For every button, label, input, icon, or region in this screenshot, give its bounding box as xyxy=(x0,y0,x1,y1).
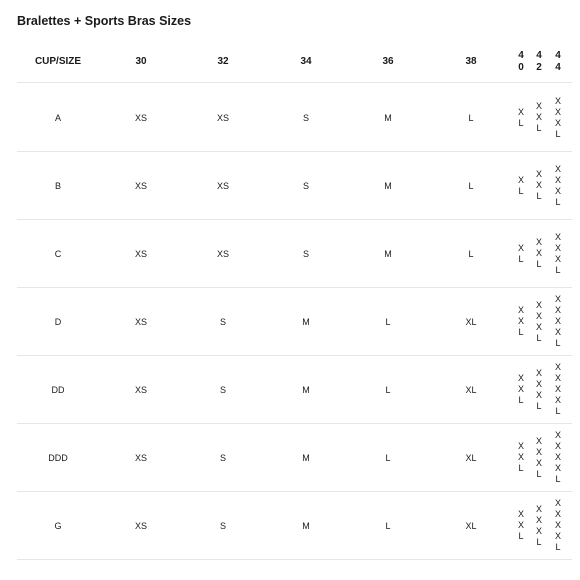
row-1-cell-7 xyxy=(530,152,548,219)
row-3-cell-6 xyxy=(512,288,530,355)
row-0-cell-5: L xyxy=(468,112,474,123)
header-cell-8 xyxy=(549,41,567,82)
header-cell-text-8: 44 xyxy=(555,49,561,73)
header-cell-4: 36 xyxy=(382,56,394,67)
row-1-cell-1: XS xyxy=(134,180,147,191)
row-6-cell-text-7: XXXL xyxy=(535,503,542,547)
row-2-cell-5: L xyxy=(468,248,474,259)
row-5-cell-0: DDD xyxy=(48,452,68,463)
table-header-row xyxy=(17,41,572,83)
row-3-cell-2: S xyxy=(219,316,226,327)
row-0-cell-3: S xyxy=(302,112,309,123)
header-cell-text-7: 42 xyxy=(536,49,542,73)
row-3-cell-text-6: XXL xyxy=(517,305,524,337)
row-2-cell-6 xyxy=(512,220,530,287)
row-6-cell-0: G xyxy=(54,520,62,531)
row-3-cell-4: L xyxy=(385,316,391,327)
row-2-cell-8 xyxy=(549,220,567,287)
row-5-cell-6 xyxy=(512,424,530,491)
page-title: Bralettes + Sports Bras Sizes xyxy=(17,14,192,28)
row-4-cell-7 xyxy=(530,356,548,423)
row-3-cell-text-7: XXXL xyxy=(535,299,542,343)
table-row xyxy=(17,424,572,492)
table-row xyxy=(17,492,572,560)
row-4-cell-3: M xyxy=(302,384,310,395)
row-5-cell-text-7: XXXL xyxy=(535,435,542,479)
row-1-cell-8 xyxy=(549,152,567,219)
header-cell-2: 32 xyxy=(217,56,229,67)
row-4-cell-0: DD xyxy=(51,384,65,395)
row-0-cell-6 xyxy=(512,84,530,151)
table-row xyxy=(17,152,572,220)
row-1-cell-text-6: XL xyxy=(517,174,524,196)
row-4-cell-8 xyxy=(549,356,567,423)
row-3-cell-3: M xyxy=(302,316,310,327)
header-cell-text-6: 40 xyxy=(518,49,524,73)
row-5-cell-4: L xyxy=(385,452,391,463)
row-0-cell-7 xyxy=(530,84,548,151)
row-5-cell-text-6: XXL xyxy=(517,441,524,473)
row-5-cell-2: S xyxy=(219,452,226,463)
row-3-cell-5: XL xyxy=(465,316,477,327)
row-6-cell-6 xyxy=(512,492,530,559)
row-4-cell-4: L xyxy=(385,384,391,395)
row-6-cell-7 xyxy=(530,492,548,559)
row-0-cell-1: XS xyxy=(134,112,147,123)
header-cell-7 xyxy=(530,41,548,82)
row-1-cell-2: XS xyxy=(216,180,229,191)
row-2-cell-0: C xyxy=(54,248,62,259)
row-3-cell-text-8: XXXXL xyxy=(554,294,561,348)
row-2-cell-1: XS xyxy=(134,248,147,259)
row-6-cell-1: XS xyxy=(134,520,147,531)
row-4-cell-text-7: XXXL xyxy=(535,367,542,411)
row-0-cell-text-6: XL xyxy=(517,106,524,128)
row-1-cell-6 xyxy=(512,152,530,219)
row-1-cell-text-8: XXXL xyxy=(554,163,561,207)
row-2-cell-7 xyxy=(530,220,548,287)
row-1-cell-text-7: XXL xyxy=(535,169,542,201)
row-5-cell-1: XS xyxy=(134,452,147,463)
row-2-cell-text-8: XXXL xyxy=(554,231,561,275)
row-0-cell-8 xyxy=(549,84,567,151)
row-4-cell-2: S xyxy=(219,384,226,395)
row-3-cell-7 xyxy=(530,288,548,355)
row-0-cell-2: XS xyxy=(216,112,229,123)
row-1-cell-0: B xyxy=(54,180,61,191)
row-0-cell-text-8: XXXL xyxy=(554,95,561,139)
row-3-cell-1: XS xyxy=(134,316,147,327)
table-row xyxy=(17,288,572,356)
row-4-cell-text-6: XXL xyxy=(517,373,524,405)
header-cell-5: 38 xyxy=(465,56,477,67)
row-5-cell-7 xyxy=(530,424,548,491)
row-2-cell-3: S xyxy=(302,248,309,259)
row-2-cell-4: M xyxy=(384,248,392,259)
row-6-cell-4: L xyxy=(385,520,391,531)
row-6-cell-2: S xyxy=(219,520,226,531)
row-6-cell-text-8: XXXXL xyxy=(554,498,561,552)
row-6-cell-5: XL xyxy=(465,520,477,531)
table-row xyxy=(17,356,572,424)
row-6-cell-text-6: XXL xyxy=(517,509,524,541)
header-cell-3: 34 xyxy=(300,56,312,67)
row-5-cell-text-8: XXXXL xyxy=(554,430,561,484)
row-1-cell-4: M xyxy=(384,180,392,191)
header-cell-0: CUP/SIZE xyxy=(34,56,82,67)
row-2-cell-text-7: XXL xyxy=(535,237,542,269)
row-2-cell-2: XS xyxy=(216,248,229,259)
row-6-cell-3: M xyxy=(302,520,310,531)
row-5-cell-8 xyxy=(549,424,567,491)
row-4-cell-6 xyxy=(512,356,530,423)
row-1-cell-5: L xyxy=(468,180,474,191)
table-row xyxy=(17,84,572,152)
row-1-cell-3: S xyxy=(302,180,309,191)
row-0-cell-text-7: XXL xyxy=(535,101,542,133)
row-5-cell-3: M xyxy=(302,452,310,463)
row-0-cell-0: A xyxy=(54,112,61,123)
row-4-cell-text-8: XXXXL xyxy=(554,362,561,416)
table-row xyxy=(17,220,572,288)
header-cell-6 xyxy=(512,41,530,82)
row-6-cell-8 xyxy=(549,492,567,559)
row-2-cell-text-6: XL xyxy=(517,242,524,264)
row-0-cell-4: M xyxy=(384,112,392,123)
row-5-cell-5: XL xyxy=(465,452,477,463)
header-cell-1: 30 xyxy=(135,56,147,67)
row-3-cell-8 xyxy=(549,288,567,355)
row-4-cell-5: XL xyxy=(465,384,477,395)
row-4-cell-1: XS xyxy=(134,384,147,395)
row-3-cell-0: D xyxy=(54,316,62,327)
